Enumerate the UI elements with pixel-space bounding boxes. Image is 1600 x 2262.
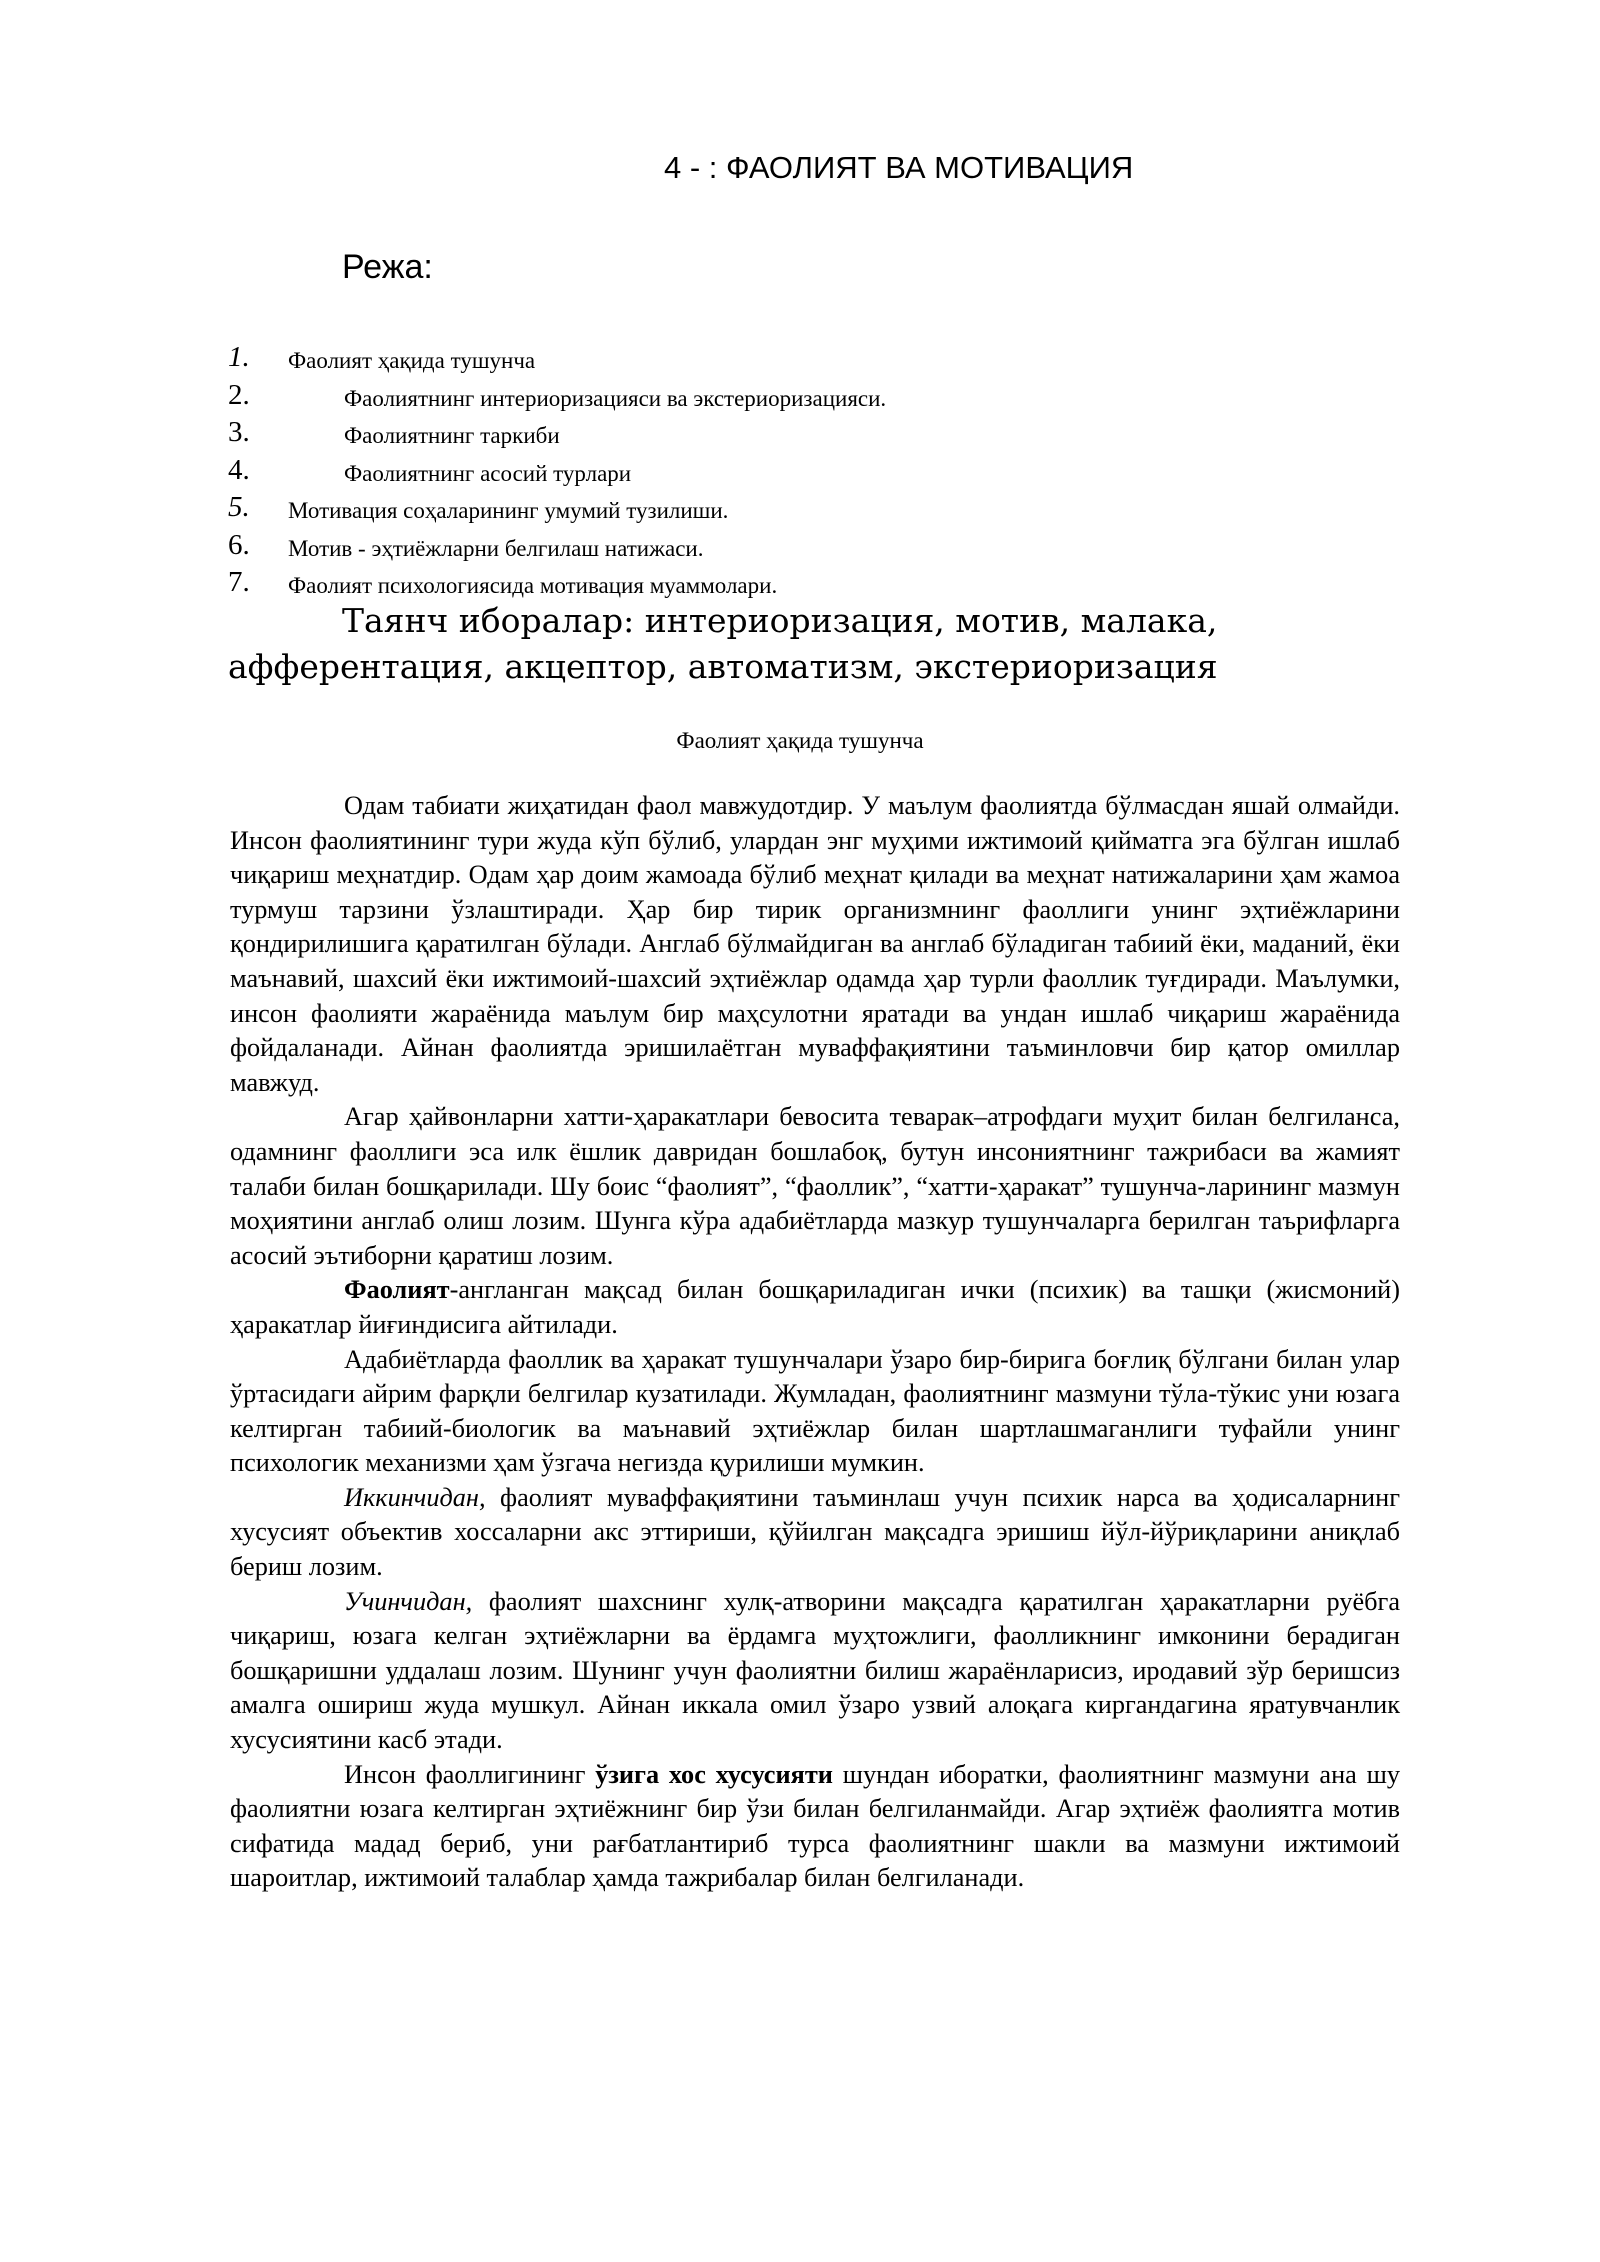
paragraph: Одам табиати жиҳатидан фаол мавжудотдир. У маълум фаолиятда бўлмасдан яшай олмайди. Инсон фаолиятининг тури жуда кўп бўлиб, улардан энг муҳими ижтимоий қийматга эга бўлган ишлаб чиқариш меҳнатдир. Одам ҳар доим жамоада бўлиб меҳнат қилади ва меҳнат натижаларини ҳам жамоа турмуш тарзини ўзлаштиради. Ҳар бир тирик организмнинг фаоллиги унинг эҳтиёжларини қондирилишига қаратилган бўлади. Англаб бўлмайдиган ва англаб бўладиган табиий ёки, маданий, ёки маънавий, шахсий ёки ижтимоий-шахсий эҳтиёжлар одамда ҳар турли фаоллик туғдиради. Маълумки, инсон фаолияти жараёнида маълум бир маҳсулотни яратади ва ундан ишлаб чиқариш жараёнида фойдаланади. Айнан фаолиятда эришилаётган муваффақиятини таъминловчи бир қатор омиллар мавжуд. (230, 791, 1400, 1097)
plan-item-number: 3. (228, 416, 250, 448)
plan-item (228, 378, 1428, 416)
paragraph-text: фаолият муваффақиятини таъминлаш учун психик нарса ва ҳодисаларнинг хусусият объектив хоссаларни акс эттириши, қўйилган мақсадга эришиш йўл-йўриқларини аниқлаб бериш лозим. (230, 1482, 1400, 1582)
plan-item-text: Фаолият психологиясида мотивация муаммолари. (288, 573, 778, 598)
paragraph (230, 1758, 1400, 1896)
paragraph-text: Инсон фаоллигининг (344, 1759, 596, 1789)
plan-item-text: Фаолиятнинг асосий турлари (344, 460, 632, 486)
plan-item-text: Фаолиятнинг интериоризацияси ва экстериоризацияси. (344, 385, 887, 411)
plan-item-number: 7. (228, 566, 250, 598)
plan-heading: Режа: (342, 248, 433, 286)
paragraph (230, 1273, 1400, 1342)
paragraph-text: шундан иборатки, фаолиятнинг мазмуни ана шу фаолиятни юзага келтирган эҳтиёжнинг бир ўзи билан белгиланмайди. Агар эҳтиёж фаолиятга мотив сифатида мадад бериб, уни рағбатлантириб турса фаолиятнинг шакли ва мазмуни ижтимоий шароитлар, ижтимоий талаблар ҳамда тажрибалар билан белгиланади. (230, 1759, 1400, 1893)
plan-list (228, 340, 1428, 603)
paragraph (230, 1585, 1400, 1758)
plan-item (228, 565, 1428, 603)
plan-item-number: 6. (228, 528, 250, 561)
plan-item (228, 340, 1428, 378)
paragraph: Адабиётларда фаоллик ва ҳаракат тушунчалари ўзаро бир-бирига боғлиқ бўлгани билан улар ўртасидаги айрим фарқли белгилар кузатилади. Жумладан, фаолиятнинг мазмуни тўла-тўкис уни юзага келтирган табиий-биологик ва маънавий эҳтиёжлар билан шартлашмаганлиги туфайли унинг психологик механизми ҳам ўзгача негизда қурилиши мумкин. (230, 1344, 1400, 1478)
plan-item-text: Фаолият ҳақида тушунча (288, 348, 536, 373)
plan-item (228, 490, 1428, 528)
plan-item-number: 2. (228, 378, 250, 411)
paragraph-text: -англанган мақсад билан бошқариладиган ички (психик) ва ташқи (жисмоний) ҳаракатлар йиғиндисига айтилади. (230, 1275, 1400, 1339)
plan-item-text: Мотив - эҳтиёжларни белгилаш натижаси. (288, 535, 704, 561)
plan-item (228, 453, 1428, 491)
page-title: 4 - : ФАОЛИЯТ ВА МОТИВАЦИЯ (664, 150, 1134, 185)
plan-item (228, 528, 1428, 566)
italic-term: Учинчидан, (344, 1586, 473, 1616)
body-text (230, 789, 1400, 1896)
plan-item-number: 5. (228, 491, 250, 523)
bold-term: ўзига хос хусусияти (595, 1759, 833, 1789)
keywords-paragraph (228, 598, 1423, 690)
paragraph-text: фаолият шахснинг хулқ-атворини мақсадга қаратилган ҳаракатларни руёбга чиқариш, юзага келган эҳтиёжларни ва ёрдамга муҳтожлиги, фаолликнинг имконини берадиган бошқаришни уддалаш лозим. Шунинг учун фаолиятни билиш жараёнларисиз, иродавий зўр беришсиз амалга ошириш жуда мушкул. Айнан иккала омил ўзаро узвий алоқага киргандагина яратувчанлик хусусиятини касб этади. (230, 1586, 1400, 1755)
keywords-text: Таянч иборалар: интериоризация, мотив, малака, афферентация, акцептор, автоматизм, экстериоризация (228, 601, 1218, 686)
plan-item-number: 1. (228, 341, 250, 373)
plan-item (228, 415, 1428, 453)
plan-item-text: Мотивация соҳаларининг умумий тузилиши. (288, 498, 729, 523)
plan-item-number: 4. (228, 453, 250, 486)
plan-item-text: Фаолиятнинг таркиби (344, 423, 560, 448)
section-heading: Фаолият ҳақида тушунча (676, 728, 924, 753)
paragraph (230, 1481, 1400, 1585)
italic-term: Иккинчидан, (344, 1482, 486, 1512)
bold-term: Фаолият (344, 1275, 450, 1305)
paragraph: Агар ҳайвонларни хатти-ҳаракатлари бевосита теварак–атрофдаги муҳит билан белгиланса, одамнинг фаоллиги эса илк ёшлик давридан бошлабоқ, бутун инсониятнинг тажрибаси ва жамият талаби билан бошқарилади. Шу боис “фаолият”, “фаоллик”, “хатти-ҳаракат” тушунча-ларининг мазмун моҳиятини англаб олиш лозим. Шунга кўра адабиётларда мазкур тушунчаларга берилган таърифларга асосий эътиборни қаратиш лозим. (230, 1102, 1400, 1270)
